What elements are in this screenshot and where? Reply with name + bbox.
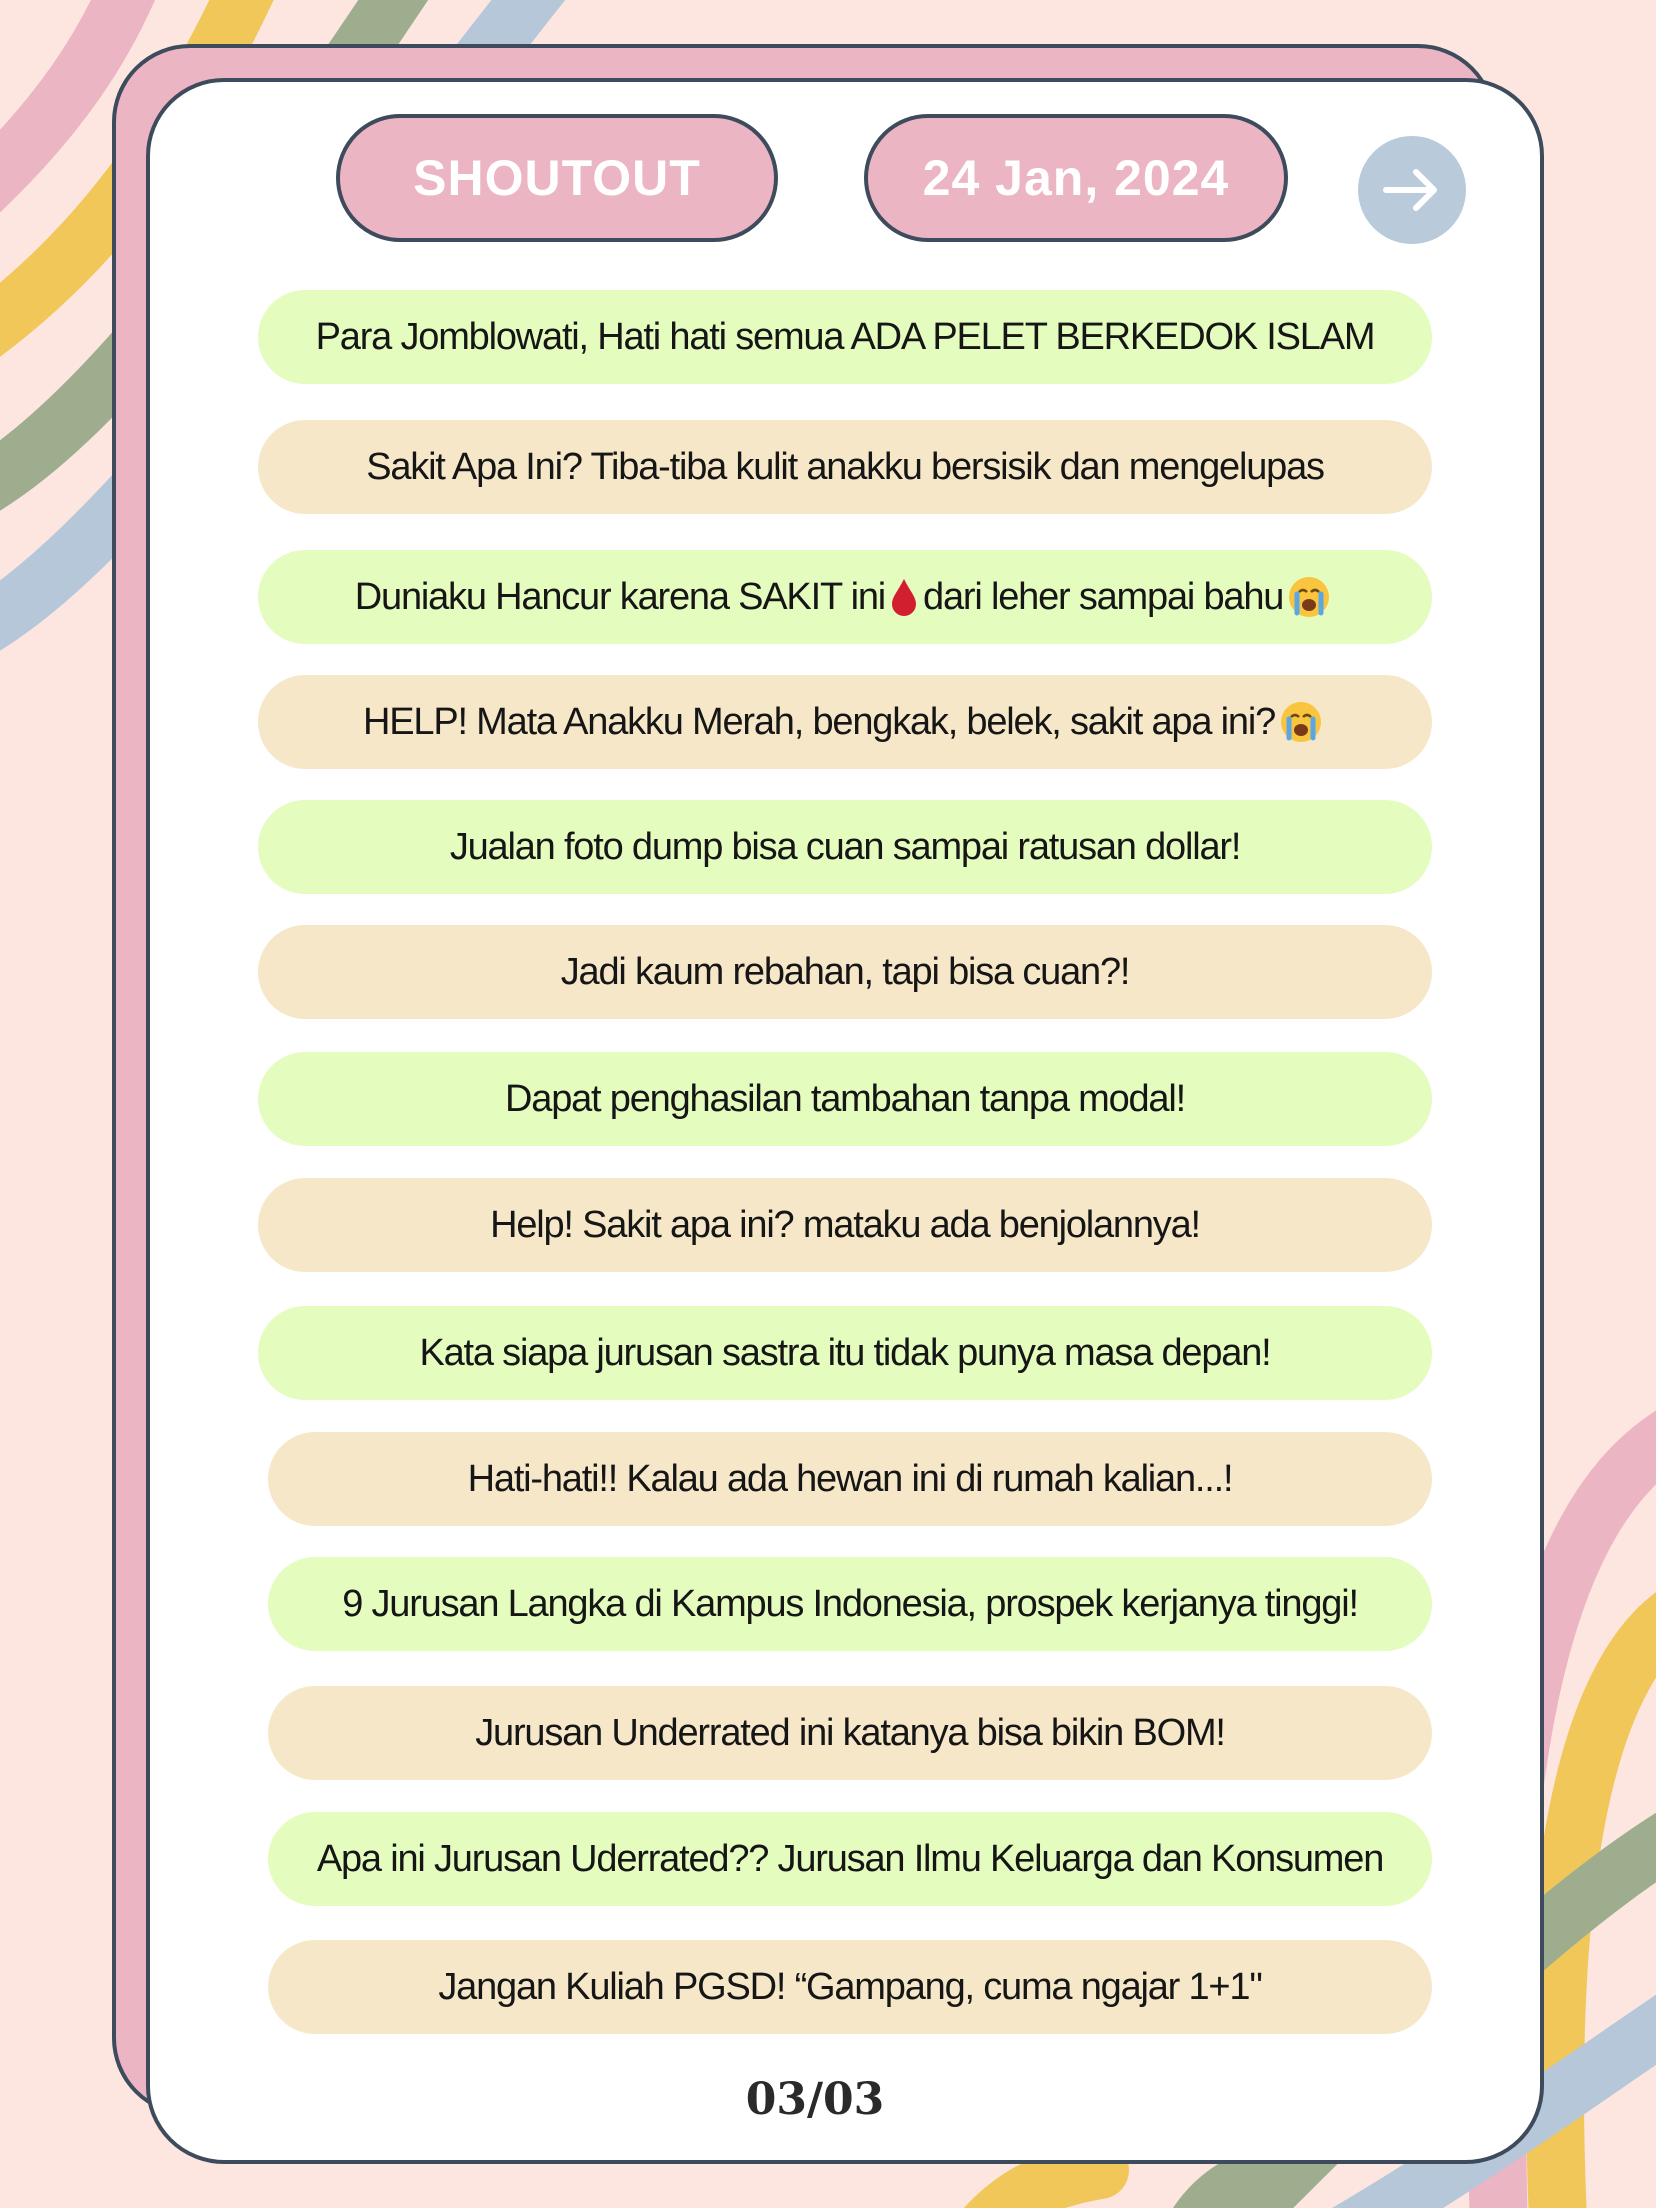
item-text: Dapat penghasilan tambahan tanpa modal!: [505, 1077, 1185, 1120]
list-item[interactable]: [258, 800, 1432, 894]
list-item[interactable]: [258, 550, 1432, 644]
blood-drop-icon: [889, 577, 919, 617]
item-text: Help! Sakit apa ini? mataku ada benjolannya!: [490, 1203, 1200, 1246]
item-text: Jurusan Underrated ini katanya bisa bikin BOM!: [475, 1711, 1225, 1754]
item-text: Kata siapa jurusan sastra itu tidak punya masa depan!: [419, 1331, 1271, 1374]
list-item[interactable]: [268, 1686, 1432, 1780]
arrow-right-icon: [1380, 158, 1444, 222]
item-text: dari leher sampai bahu: [923, 575, 1284, 618]
item-text: Apa ini Jurusan Uderrated?? Jurusan Ilmu Keluarga dan Konsumen: [316, 1837, 1384, 1880]
item-text: Sakit Apa Ini? Tiba-tiba kulit anakku bersisik dan mengelupas: [366, 445, 1324, 488]
item-text: Para Jomblowati, Hati hati semua ADA PELET BERKEDOK ISLAM: [315, 315, 1375, 358]
date-badge: 24 Jan, 2024: [864, 114, 1288, 242]
list-item[interactable]: [258, 675, 1432, 769]
list-item[interactable]: [258, 420, 1432, 514]
list-item[interactable]: [268, 1557, 1432, 1651]
list-item[interactable]: [258, 1306, 1432, 1400]
list-item[interactable]: [268, 1432, 1432, 1526]
crying-face-icon: [1279, 700, 1323, 744]
item-text: Jangan Kuliah PGSD! “Gampang, cuma ngajar 1+1": [438, 1965, 1262, 2008]
crying-face-icon: [1287, 575, 1331, 619]
list-item[interactable]: [268, 1812, 1432, 1906]
shoutout-badge: SHOUTOUT: [336, 114, 778, 242]
list-item[interactable]: [258, 1178, 1432, 1272]
list-item[interactable]: [258, 925, 1432, 1019]
list-item[interactable]: [268, 1940, 1432, 2034]
list-item[interactable]: [258, 290, 1432, 384]
list-item[interactable]: [258, 1052, 1432, 1146]
item-text: Jualan foto dump bisa cuan sampai ratusan dollar!: [449, 825, 1241, 868]
item-text: 9 Jurusan Langka di Kampus Indonesia, prospek kerjanya tinggi!: [342, 1582, 1358, 1625]
next-button[interactable]: [1358, 136, 1466, 244]
page-indicator: 03/03: [745, 2074, 885, 2125]
item-text: Jadi kaum rebahan, tapi bisa cuan?!: [560, 950, 1130, 993]
item-text: Hati-hati!! Kalau ada hewan ini di rumah kalian...!: [467, 1457, 1233, 1500]
item-text: HELP! Mata Anakku Merah, bengkak, belek, sakit apa ini?: [363, 700, 1275, 743]
item-text: Duniaku Hancur karena SAKIT ini: [354, 575, 886, 618]
